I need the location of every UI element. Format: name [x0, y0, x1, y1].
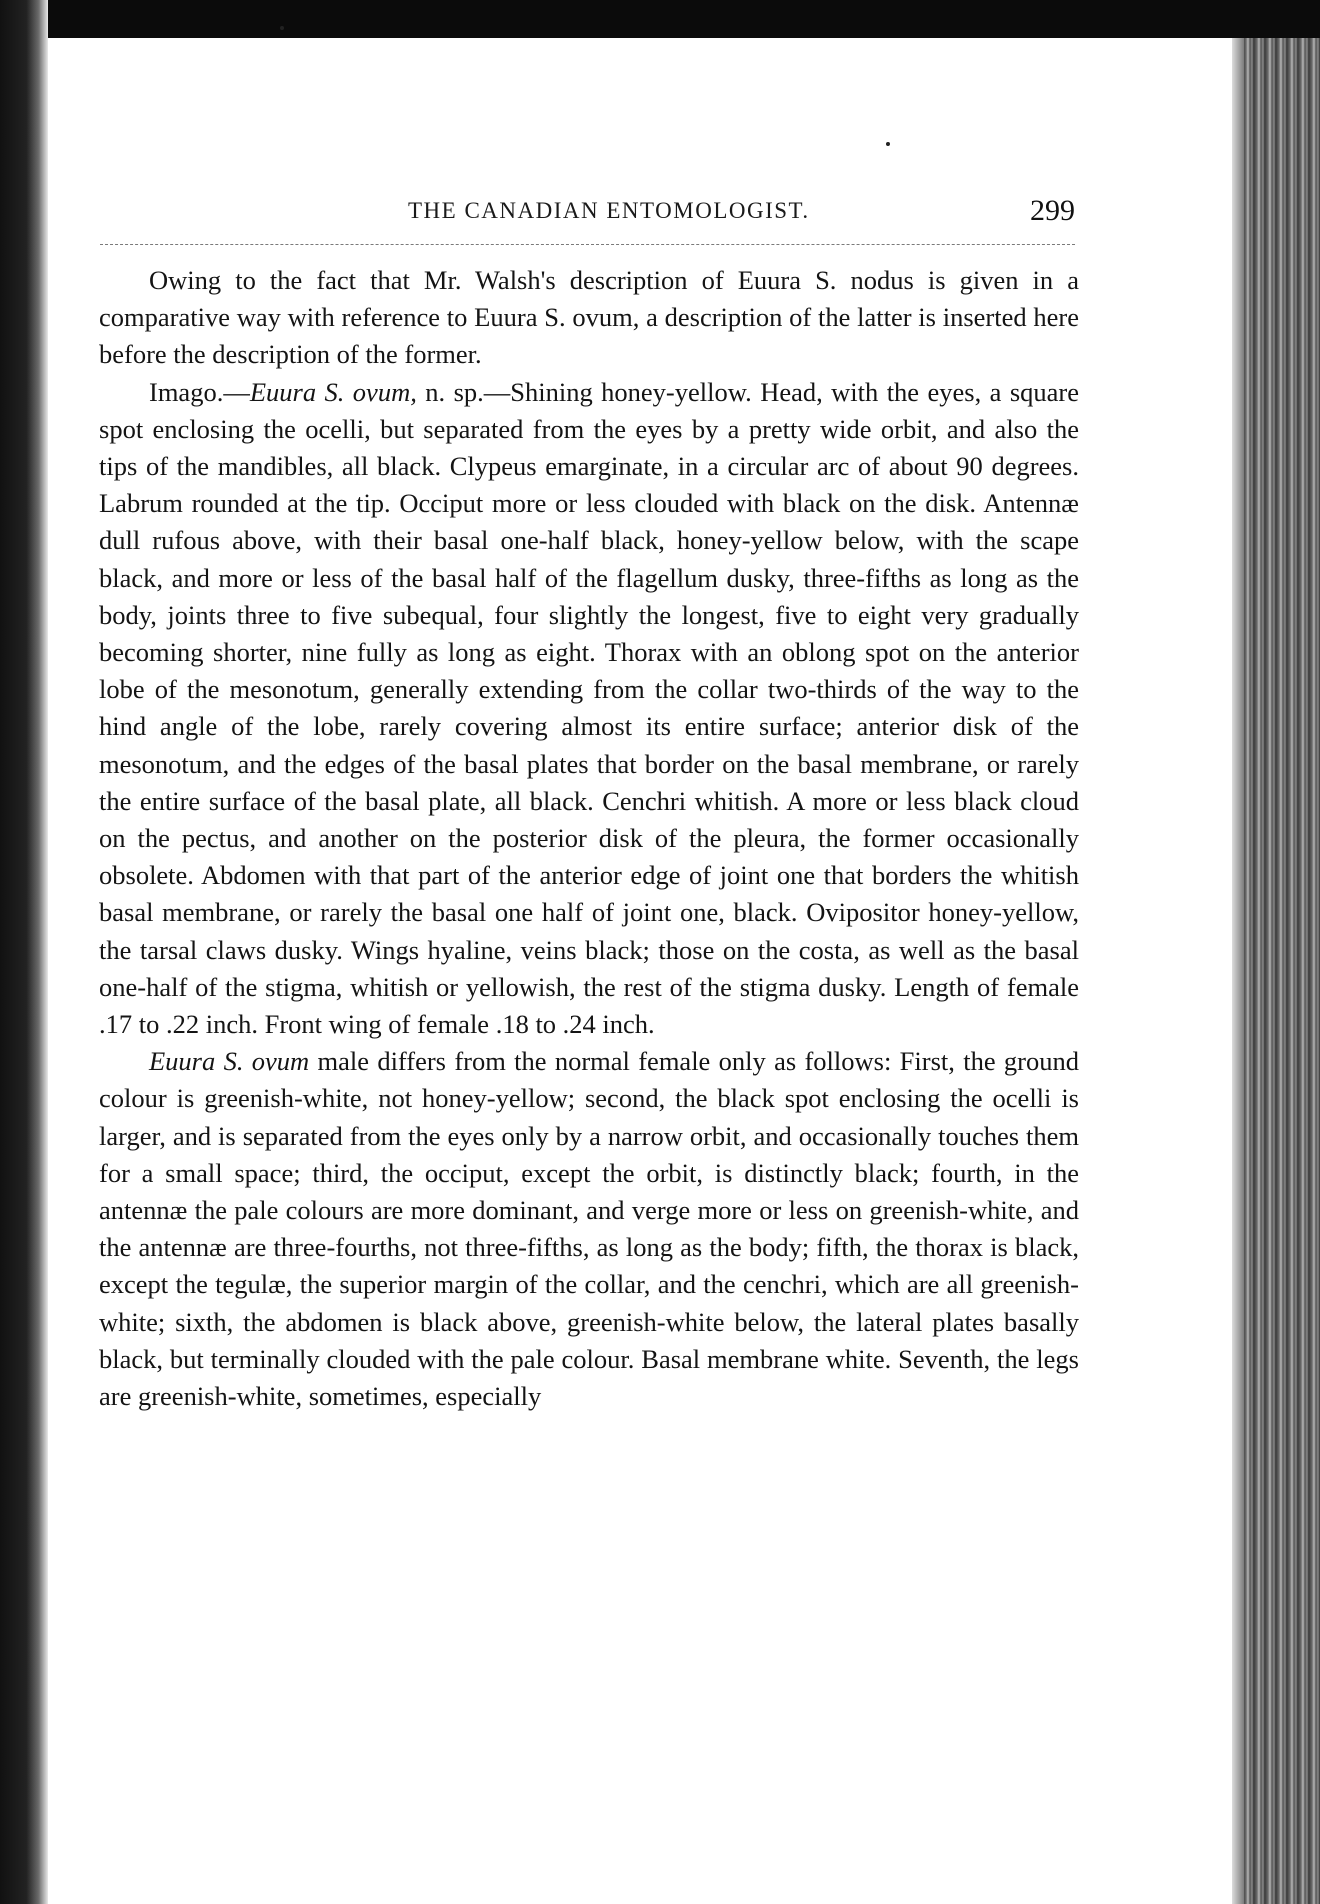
paragraph-text: n. sp.—Shining honey-yellow. Head, with the eyes, a square spot enclosing the ocelli, but separated from the eyes by a pretty wide orbit, and also the tips of the mandibles, all black. Clypeus emarginate, in a circular arc of about 90 degrees. Labrum rounded at the tip. Occiput more or less clouded with black on the disk. Antennæ dull rufous above, with their basal one-half black, honey-yellow below, with the scape black, and more or less of the basal half of the flagellum dusky, three-fifths as long as the body, joints three to five subequal, four slightly the longest, five to eight very gradually becoming shorter, nine fully as long as eight. Thorax with an oblong spot on the anterior lobe of the mesonotum, generally extending from the collar two-thirds of the way to the hind angle of the lobe, rarely covering almost its entire surface; anterior disk of the mesonotum, and the edges of the basal plates that border on the basal membrane, or rarely the entire surface of the basal plate, all black. Cenchri whitish. A more or less black cloud on the pectus, and another on the posterior disk of the pleura, the former occasionally obsolete. Abdomen with that part of the anterior edge of joint one that borders the whitish basal membrane, or rarely the basal one half of joint one, black. Ovipositor honey-yellow, the tarsal claws dusky. Wings hyaline, veins black; those on the costa, as well as the basal one-half of the stigma, whitish or yellowish, the rest of the stigma dusky. Length of female .17 to .22 inch. Front wing of female .18 to .24 inch.: [99, 376, 1079, 1040]
ink-speck: [280, 26, 284, 30]
scan-top-border: [0, 0, 1320, 38]
paragraph-lead: Imago.—: [149, 376, 250, 407]
running-title: THE CANADIAN ENTOMOLOGIST.: [408, 198, 810, 223]
ink-speck: [886, 142, 890, 146]
page-number: 299: [1030, 194, 1075, 227]
body-text: [99, 262, 1079, 1415]
running-head: [100, 160, 1075, 260]
paragraph-imago-description: [99, 374, 1079, 1044]
paragraph-text: Owing to the fact that Mr. Walsh's description of Euura S. nodus is given in a comparative way with reference to Euura S. ovum, a description of the latter is inserted here before the description of the former.: [99, 265, 1079, 370]
species-name: Euura S. ovum: [149, 1046, 310, 1077]
scan-left-border: [0, 0, 48, 1904]
species-name: Euura S. ovum,: [249, 376, 417, 407]
paragraph-intro: [99, 262, 1079, 374]
paragraph-text: male differs from the normal female only as follows: First, the ground colour is greenish-white, not honey-yellow; second, the black spot enclosing the ocelli is larger, and is separated from the eyes only by a narrow orbit, and occasionally touches them for a small space; third, the occiput, except the orbit, is distinctly black; fourth, in the antennæ the pale colours are more dominant, and verge more or less on greenish-white, and the antennæ are three-fourths, not three-fifths, as long as the body; fifth, the thorax is black, except the tegulæ, the superior margin of the collar, and the cenchri, which are all greenish-white; sixth, the abdomen is black above, greenish-white below, the lateral plates basally black, but terminally clouded with the pale colour. Basal membrane white. Seventh, the legs are greenish-white, sometimes, especially: [99, 1046, 1079, 1412]
header-rule: [100, 244, 1075, 245]
book-page-edges: [1232, 38, 1320, 1904]
paragraph-male-description: [99, 1043, 1079, 1415]
